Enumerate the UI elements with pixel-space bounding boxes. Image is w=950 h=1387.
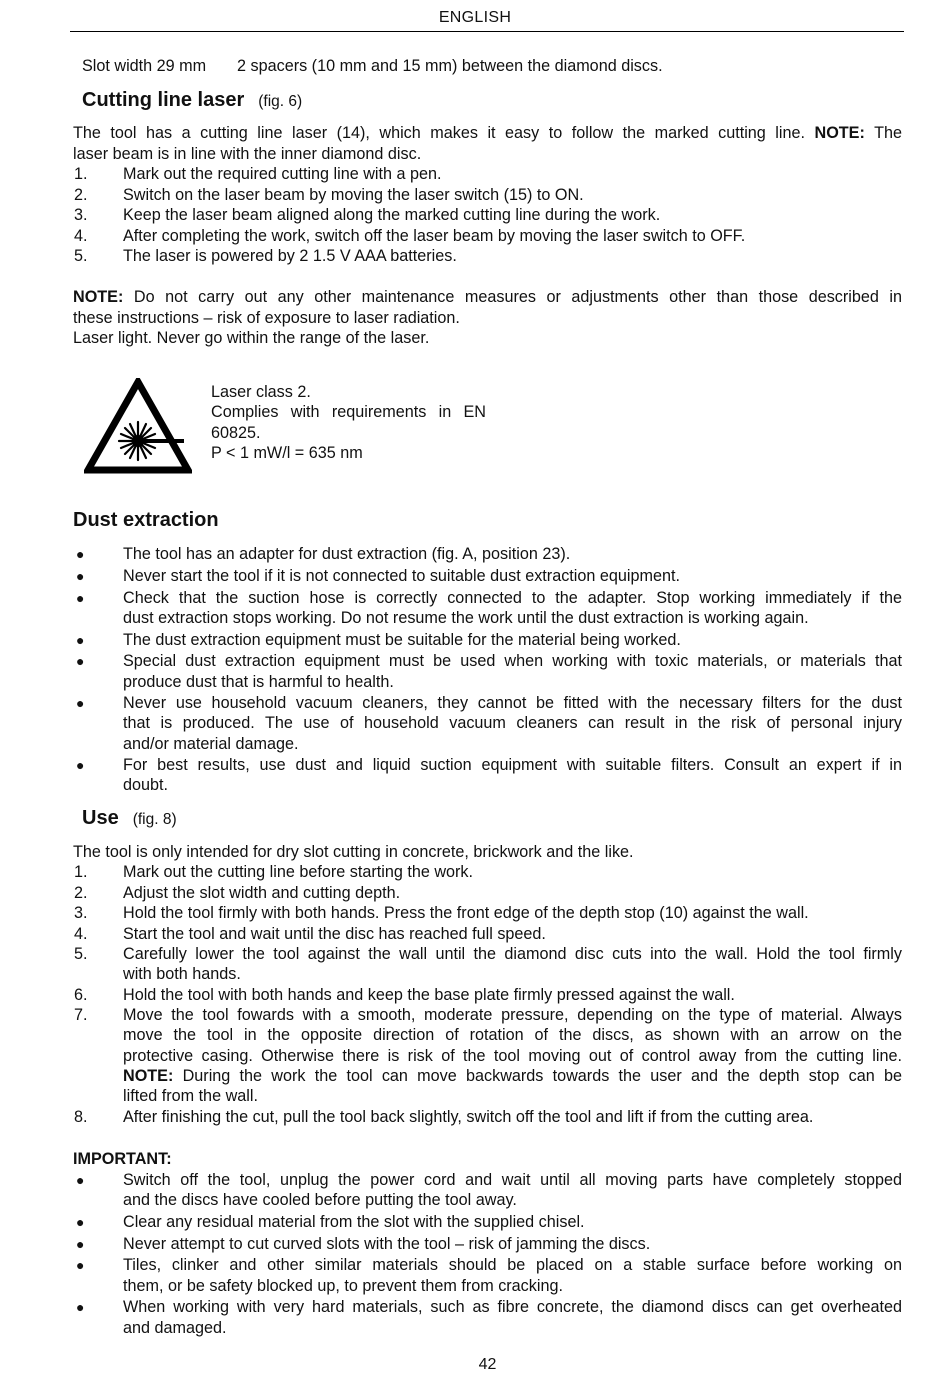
fig-reference: (fig. 8) — [132, 811, 177, 828]
list-item: Check that the suction hose is correctly connected to the adapter. Stop working immediately if the — [123, 589, 902, 607]
list-item: Adjust the slot width and cutting depth. — [123, 884, 401, 902]
list-item: Mark out the required cutting line with a pen. — [123, 165, 442, 183]
slot-width-text: Slot width 29 mm — [82, 57, 207, 75]
step-number: 4. — [74, 227, 88, 245]
list-item-continued: NOTE: During the work the tool can move backwards towards the user and the depth stop can be — [123, 1067, 902, 1085]
laser-power-text: P < 1 mW/l = 635 nm — [211, 444, 363, 462]
section-title: Cutting line laser — [82, 89, 245, 111]
bullet-icon: ● — [76, 1257, 85, 1273]
step-number: 1. — [74, 165, 88, 183]
list-item: Tiles, clinker and other similar materials should be placed on a stable surface before working on — [123, 1256, 902, 1274]
laser-class-text: Laser class 2. — [211, 383, 311, 401]
note-label: NOTE: — [814, 124, 865, 142]
laser-note-line-3: Laser light. Never go within the range of the laser. — [73, 329, 430, 347]
list-item: After finishing the cut, pull the tool back slightly, switch off the tool and lift if from the cutting area. — [123, 1108, 814, 1126]
step-number: 2. — [74, 186, 88, 204]
list-item: Special dust extraction equipment must be used when working with toxic materials, or materials that — [123, 652, 902, 670]
list-item-continued: and damaged. — [123, 1319, 227, 1337]
list-item: For best results, use dust and liquid suction equipment with suitable filters. Consult an expert if in — [123, 756, 902, 774]
list-item-continued: dust extraction stops working. Do not resume the work until the dust extraction is working again. — [123, 609, 809, 627]
list-item: Never start the tool if it is not connected to suitable dust extraction equipment. — [123, 567, 680, 585]
list-item: After completing the work, switch off the laser beam by moving the laser switch to OFF. — [123, 227, 746, 245]
laser-warning-icon — [84, 378, 192, 474]
step-number: 6. — [74, 986, 88, 1004]
list-item: Hold the tool with both hands and keep the base plate firmly pressed against the wall. — [123, 986, 735, 1004]
list-item: The laser is powered by 2 1.5 V AAA batteries. — [123, 247, 457, 265]
list-item: Switch on the laser beam by moving the laser switch (15) to ON. — [123, 186, 584, 204]
bullet-icon: ● — [76, 1299, 85, 1315]
list-item-continued: them, or be safety blocked up, to prevent them from cracking. — [123, 1277, 563, 1295]
cutting-laser-heading — [82, 90, 302, 112]
list-item-continued: with both hands. — [123, 965, 241, 983]
list-item: The dust extraction equipment must be suitable for the material being worked. — [123, 631, 681, 649]
note-label: NOTE: — [73, 288, 124, 306]
list-item-continued: doubt. — [123, 776, 169, 794]
bullet-icon: ● — [76, 546, 85, 562]
list-item-continued: lifted from the wall. — [123, 1087, 258, 1105]
laser-note-line-1: NOTE: Do not carry out any other maintenance measures or adjustments other than those described in — [73, 288, 903, 306]
list-item: Hold the tool firmly with both hands. Press the front edge of the depth stop (10) against the wall. — [123, 904, 809, 922]
bullet-icon: ● — [76, 632, 85, 648]
laser-compliance-text: Complies with requirements in EN — [211, 403, 486, 421]
list-item-continued: and/or material damage. — [123, 735, 299, 753]
spacers-text: 2 spacers (10 mm and 15 mm) between the diamond discs. — [237, 57, 663, 75]
dust-extraction-heading: Dust extraction — [73, 509, 219, 531]
important-heading: IMPORTANT: — [73, 1150, 172, 1168]
fig-reference: (fig. 6) — [258, 93, 303, 110]
bullet-icon: ● — [76, 757, 85, 773]
note-label: NOTE: — [123, 1067, 174, 1085]
bullet-icon: ● — [76, 653, 85, 669]
list-item: Carefully lower the tool against the wall until the diamond disc cuts into the wall. Hold the tool firmly — [123, 945, 902, 963]
list-item: Move the tool fowards with a smooth, moderate pressure, depending on the type of material. Always — [123, 1006, 902, 1024]
list-item: Mark out the cutting line before starting the work. — [123, 863, 474, 881]
page-number: 42 — [478, 1356, 497, 1373]
list-item: Clear any residual material from the slot with the supplied chisel. — [123, 1213, 585, 1231]
list-item: The tool has an adapter for dust extraction (fig. A, position 23). — [123, 545, 571, 563]
bullet-icon: ● — [76, 590, 85, 606]
use-intro: The tool is only intended for dry slot cutting in concrete, brickwork and the like. — [73, 843, 634, 861]
page-header-title: ENGLISH — [438, 9, 512, 26]
list-item: Never attempt to cut curved slots with the tool – risk of jamming the discs. — [123, 1235, 651, 1253]
step-number: 3. — [74, 904, 88, 922]
list-item: Switch off the tool, unplug the power cord and wait until all moving parts have completely stopped — [123, 1171, 902, 1189]
step-number: 3. — [74, 206, 88, 224]
bullet-icon: ● — [76, 1236, 85, 1252]
list-item: When working with very hard materials, such as fibre concrete, the diamond discs can get overheated — [123, 1298, 902, 1316]
list-item: Keep the laser beam aligned along the marked cutting line during the work. — [123, 206, 661, 224]
bullet-icon: ● — [76, 1214, 85, 1230]
list-item-continued: protective casing. Otherwise there is risk of the tool moving out of control away from the cutting line. — [123, 1047, 902, 1065]
bullet-icon: ● — [76, 695, 85, 711]
step-number: 1. — [74, 863, 88, 881]
use-heading — [82, 808, 177, 830]
step-number: 2. — [74, 884, 88, 902]
step-number: 5. — [74, 247, 88, 265]
step-number: 5. — [74, 945, 88, 963]
laser-intro-line-2: laser beam is in line with the inner diamond disc. — [73, 145, 422, 163]
bullet-icon: ● — [76, 568, 85, 584]
bullet-icon: ● — [76, 1172, 85, 1188]
list-item-continued: that is produced. The use of household vacuum cleaners can result in the risk of personal injury — [123, 714, 902, 732]
header-divider — [70, 31, 904, 32]
laser-intro-line-1: The tool has a cutting line laser (14), which makes it easy to follow the marked cutting line. NOTE: The — [73, 124, 902, 142]
section-title: Use — [82, 807, 119, 829]
laser-standard-text: 60825. — [211, 424, 261, 442]
list-item: Start the tool and wait until the disc has reached full speed. — [123, 925, 546, 943]
step-number: 4. — [74, 925, 88, 943]
list-item-continued: produce dust that is harmful to health. — [123, 673, 394, 691]
step-number: 8. — [74, 1108, 88, 1126]
list-item: Never use household vacuum cleaners, they cannot be fitted with the necessary filters for the dust — [123, 694, 902, 712]
list-item-continued: move the tool in the opposite direction of rotation of the discs, as shown with an arrow on the — [123, 1026, 902, 1044]
list-item-continued: and the discs have cooled before putting the tool away. — [123, 1191, 517, 1209]
laser-note-line-2: these instructions – risk of exposure to laser radiation. — [73, 309, 460, 327]
step-number: 7. — [74, 1006, 88, 1024]
